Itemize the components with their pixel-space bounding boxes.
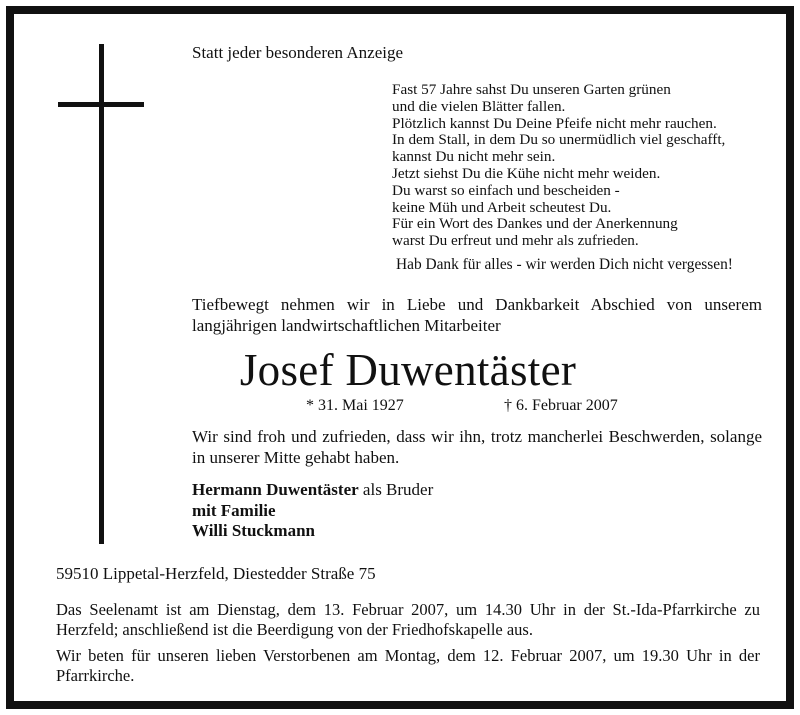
mourner-other: Willi Stuckmann: [192, 521, 315, 540]
poem-line: Fast 57 Jahre sahst Du unseren Garten grünen: [392, 81, 671, 98]
poem-line: kannst Du nicht mehr sein.: [392, 148, 556, 166]
death-date: † 6. Februar 2007: [504, 397, 618, 414]
poem-line: keine Müh und Arbeit scheutest Du.: [392, 198, 612, 216]
poem-line: Für ein Wort des Dankes und der Anerkennung: [392, 215, 678, 233]
poem-line: Plötzlich kannst Du Deine Pfeife nicht mehr rauchen.: [392, 114, 717, 132]
cross-icon-vertical: [99, 44, 104, 544]
address: 59510 Lippetal-Herzfeld, Diestedder Straße 75: [56, 564, 376, 583]
poem-line: warst Du erfreut und mehr als zufrieden.: [392, 232, 639, 250]
poem-line: Du warst so einfach und bescheiden -: [392, 181, 620, 199]
brother-role: als Bruder: [362, 480, 434, 499]
brother-name: Hermann Duwentäster: [192, 480, 359, 499]
with-family: mit Familie: [192, 500, 276, 520]
mourners: [192, 480, 433, 542]
poem: [392, 82, 725, 250]
poem-line: Jetzt siehst Du die Kühe nicht mehr weiden.: [392, 164, 661, 182]
birth-date: * 31. Mai 1927: [306, 397, 404, 414]
cross-icon-horizontal: [58, 102, 144, 107]
intro-line: Statt jeder besonderen Anzeige: [192, 43, 404, 62]
mourner-brother: [192, 480, 433, 501]
deceased-name: Josef Duwentäster: [239, 345, 577, 395]
remembrance-text: Wir sind froh und zufrieden, dass wir ihn, trotz mancherlei Beschwerden, solange in unserer Mitte gehabt haben.: [192, 427, 762, 467]
thanks-line: Hab Dank für alles - wir werden Dich nicht vergessen!: [396, 256, 733, 273]
farewell-text: Tiefbewegt nehmen wir in Liebe und Dankbarkeit Abschied von unserem langjährigen landwirtschaftlichen Mitarbeiter: [192, 295, 762, 335]
poem-line: In dem Stall, in dem Du so unermüdlich viel geschafft,: [392, 131, 726, 149]
obituary-notice: [6, 6, 794, 709]
poem-line: und die vielen Blätter fallen.: [392, 97, 566, 115]
prayer-info: Wir beten für unseren lieben Verstorbenen am Montag, dem 12. Februar 2007, um 19.30 Uhr in der Pfarrkirche.: [56, 646, 760, 685]
requiem-info: Das Seelenamt ist am Dienstag, dem 13. Februar 2007, um 14.30 Uhr in der St.-Ida-Pfarrkirche zu Herzfeld; anschließend ist die Beerdigung von der Friedhofskapelle aus.: [56, 600, 760, 639]
